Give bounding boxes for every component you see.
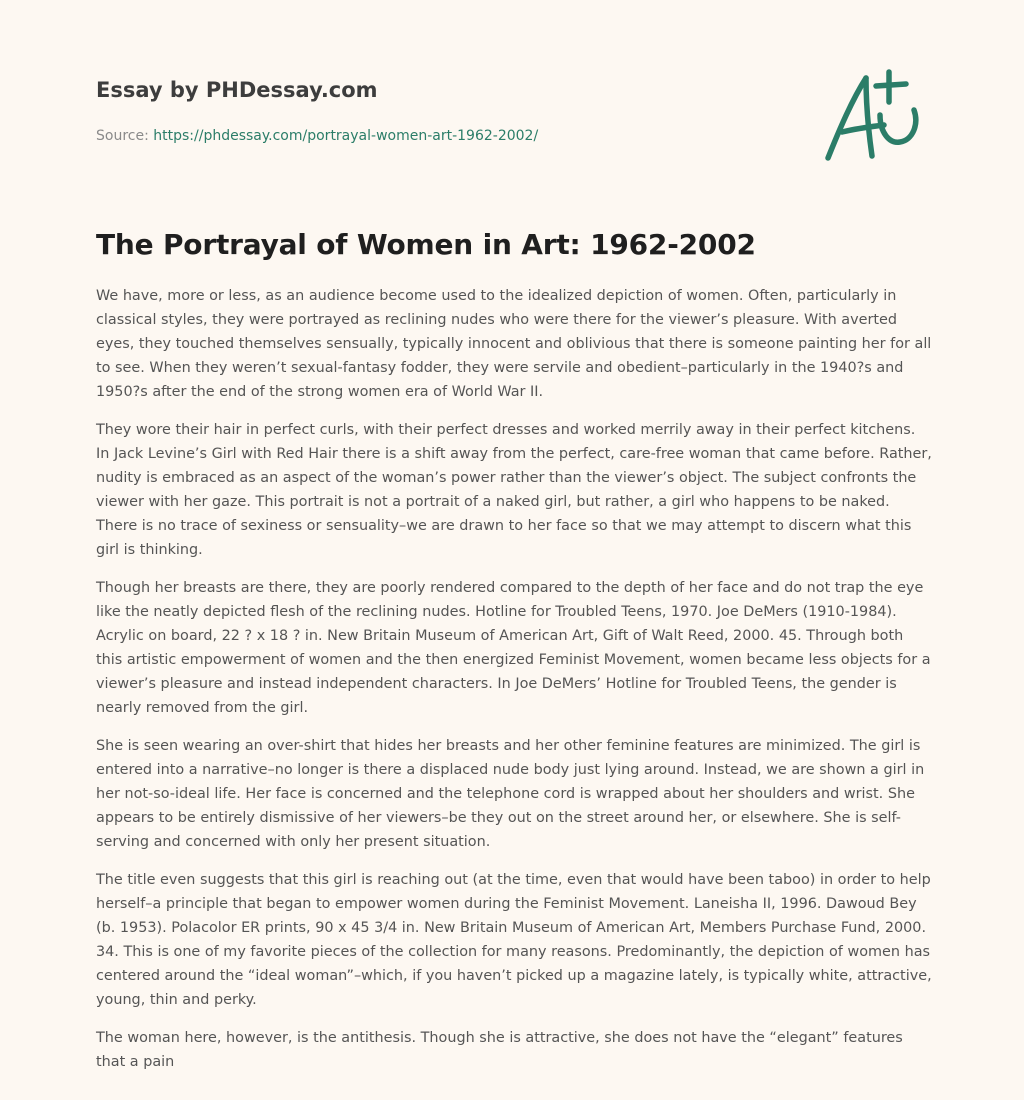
site-title: Essay by PHDessay.com	[96, 78, 378, 102]
page-header	[96, 76, 856, 146]
source-link[interactable]: https://phdessay.com/portrayal-women-art-1962-2002/	[153, 128, 539, 144]
essay-paragraph: The woman here, however, is the antithesis. Though she is attractive, she does not have the “elegant” features that a pain	[96, 1030, 903, 1070]
essay-paragraph: They wore their hair in perfect curls, with their perfect dresses and worked merrily away in their perfect kitchens. In Jack Levine’s Girl with Red Hair there is a shift away from the perfect, care-free woman that came before. Rather, nudity is embraced as an aspect of the woman’s power rather than the viewer’s object. The subject confronts the viewer with her gaze. This portrait is not a portrait of a naked girl, but rather, a girl who happens to be naked. There is no trace of sexiness or sensuality–we are drawn to her face so that we may attempt to discern what this girl is thinking.	[96, 422, 932, 558]
essay-paragraph: Though her breasts are there, they are poorly rendered compared to the depth of her face and do not trap the eye like the neatly depicted flesh of the reclining nudes. Hotline for Troubled Teens, 1970. Joe DeMers (1910-1984). Acrylic on board, 22 ? x 18 ? in. New Britain Museum of American Art, Gift of Walt Reed, 2000. 45. Through both this artistic empowerment of women and the then energized Feminist Movement, women became less objects for a viewer’s pleasure and instead independent characters. In Joe DeMers’ Hotline for Troubled Teens, the gender is nearly removed from the girl.	[96, 580, 931, 716]
essay-paragraph: We have, more or less, as an audience become used to the idealized depiction of women. Often, particularly in classical styles, they were portrayed as reclining nudes who were there for the viewer’s pleasure. With averted eyes, they touched themselves sensually, typically innocent and oblivious that there is someone painting her for all to see. When they weren’t sexual-fantasy fodder, they were servile and obedient–particularly in the 1940?s and 1950?s after the end of the strong women era of World War II.	[96, 288, 932, 400]
essay-article	[96, 226, 932, 1088]
source-label: Source:	[96, 128, 149, 144]
essay-title: The Portrayal of Women in Art: 1962-2002	[96, 228, 756, 261]
essay-body	[96, 284, 932, 1074]
essay-paragraph: She is seen wearing an over-shirt that hides her breasts and her other feminine features are minimized. The girl is entered into a narrative–no longer is there a displaced nude body just lying around. Instead, we are shown a girl in her not-so-ideal life. Her face is concerned and the telephone cord is wrapped about her shoulders and wrist. She appears to be entirely dismissive of her viewers–be they out on the street around her, or elsewhere. She is self-serving and concerned with only her present situation.	[96, 738, 925, 850]
a-plus-logo-icon	[818, 66, 930, 166]
source-line	[96, 126, 856, 146]
essay-paragraph: The title even suggests that this girl is reaching out (at the time, even that would have been taboo) in order to help herself–a principle that began to empower women during the Feminist Movement. Laneisha II, 1996. Dawoud Bey (b. 1953). Polacolor ER prints, 90 x 45 3/4 in. New Britain Museum of American Art, Members Purchase Fund, 2000. 34. This is one of my favorite pieces of the collection for many reasons. Predominantly, the depiction of women has centered around the “ideal woman”–which, if you haven’t picked up a magazine lately, is typically white, attractive, young, thin and perky.	[96, 872, 932, 1008]
